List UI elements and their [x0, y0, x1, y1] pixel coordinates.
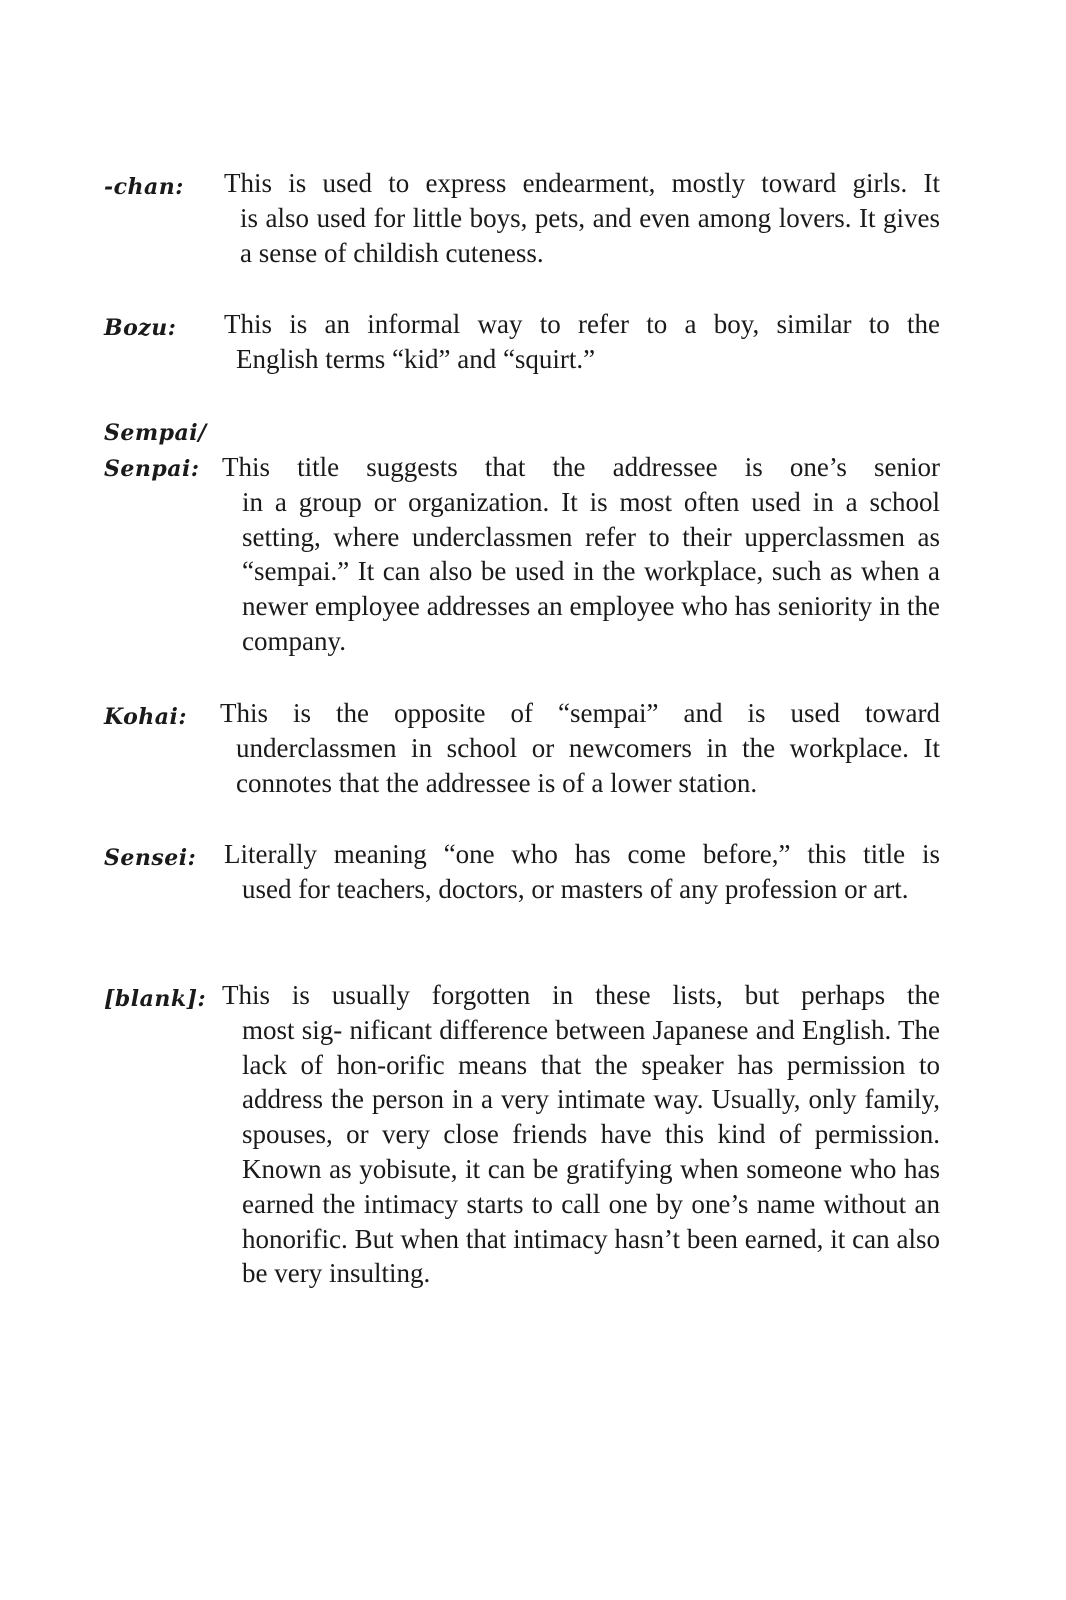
glossary-definition — [220, 696, 940, 800]
definition-continuation: is also used for little boys, pets, and even among lovers. It gives a sense of childish cuteness. — [240, 202, 940, 268]
glossary-definition — [224, 307, 940, 377]
definition-first-line: This title suggests that the addressee is one’s senior — [222, 452, 940, 482]
definition-first-line: Literally meaning “one who has come before,” this title is — [224, 839, 940, 869]
glossary-term: Senpai: — [104, 456, 200, 482]
glossary-definition — [222, 450, 940, 659]
definition-continuation: underclassmen in school or newcomers in the workplace. It connotes that the addressee is of a lower station. — [236, 732, 940, 798]
definition-continuation: in a group or organization. It is most often used in a school setting, where underclassmen refer to their upperclassmen as “sempai.” It can also be used in the workplace, such as when a newer employee addresses an employee who has seniority in the company. — [242, 486, 940, 656]
glossary-definition — [224, 837, 940, 907]
glossary-term: -chan: — [104, 174, 184, 200]
glossary-definition — [222, 978, 940, 1291]
glossary-term: Kohai: — [104, 704, 188, 730]
definition-first-line: This is the opposite of “sempai” and is used toward — [220, 698, 940, 728]
definition-first-line: This is an informal way to refer to a boy, similar to the — [224, 309, 940, 339]
definition-continuation: used for teachers, doctors, or masters of any profession or art. — [242, 873, 909, 904]
definition-continuation: most sig- nificant difference between Japanese and English. The lack of hon-orific means that the speaker has permission to address the person in a very intimate way. Usually, only family, spouses, or very close friends have this kind of permission. Known as yobisute, it can be gratifying when someone who has earned the intimacy starts to call one by one’s name without an honorific. But when that intimacy hasn’t been earned, it can also be very insulting. — [242, 1014, 940, 1289]
glossary-term: [blank]: — [104, 986, 207, 1012]
definition-first-line: This is used to express endearment, mostly toward girls. It — [224, 168, 940, 198]
glossary-term: Sensei: — [104, 845, 197, 871]
definition-continuation: English terms “kid” and “squirt.” — [236, 343, 596, 374]
definition-first-line: This is usually forgotten in these lists, but perhaps the — [222, 980, 940, 1010]
glossary-term: Bozu: — [104, 315, 177, 341]
glossary-definition — [224, 166, 940, 270]
glossary-term-alt: Sempai/ — [104, 420, 207, 446]
